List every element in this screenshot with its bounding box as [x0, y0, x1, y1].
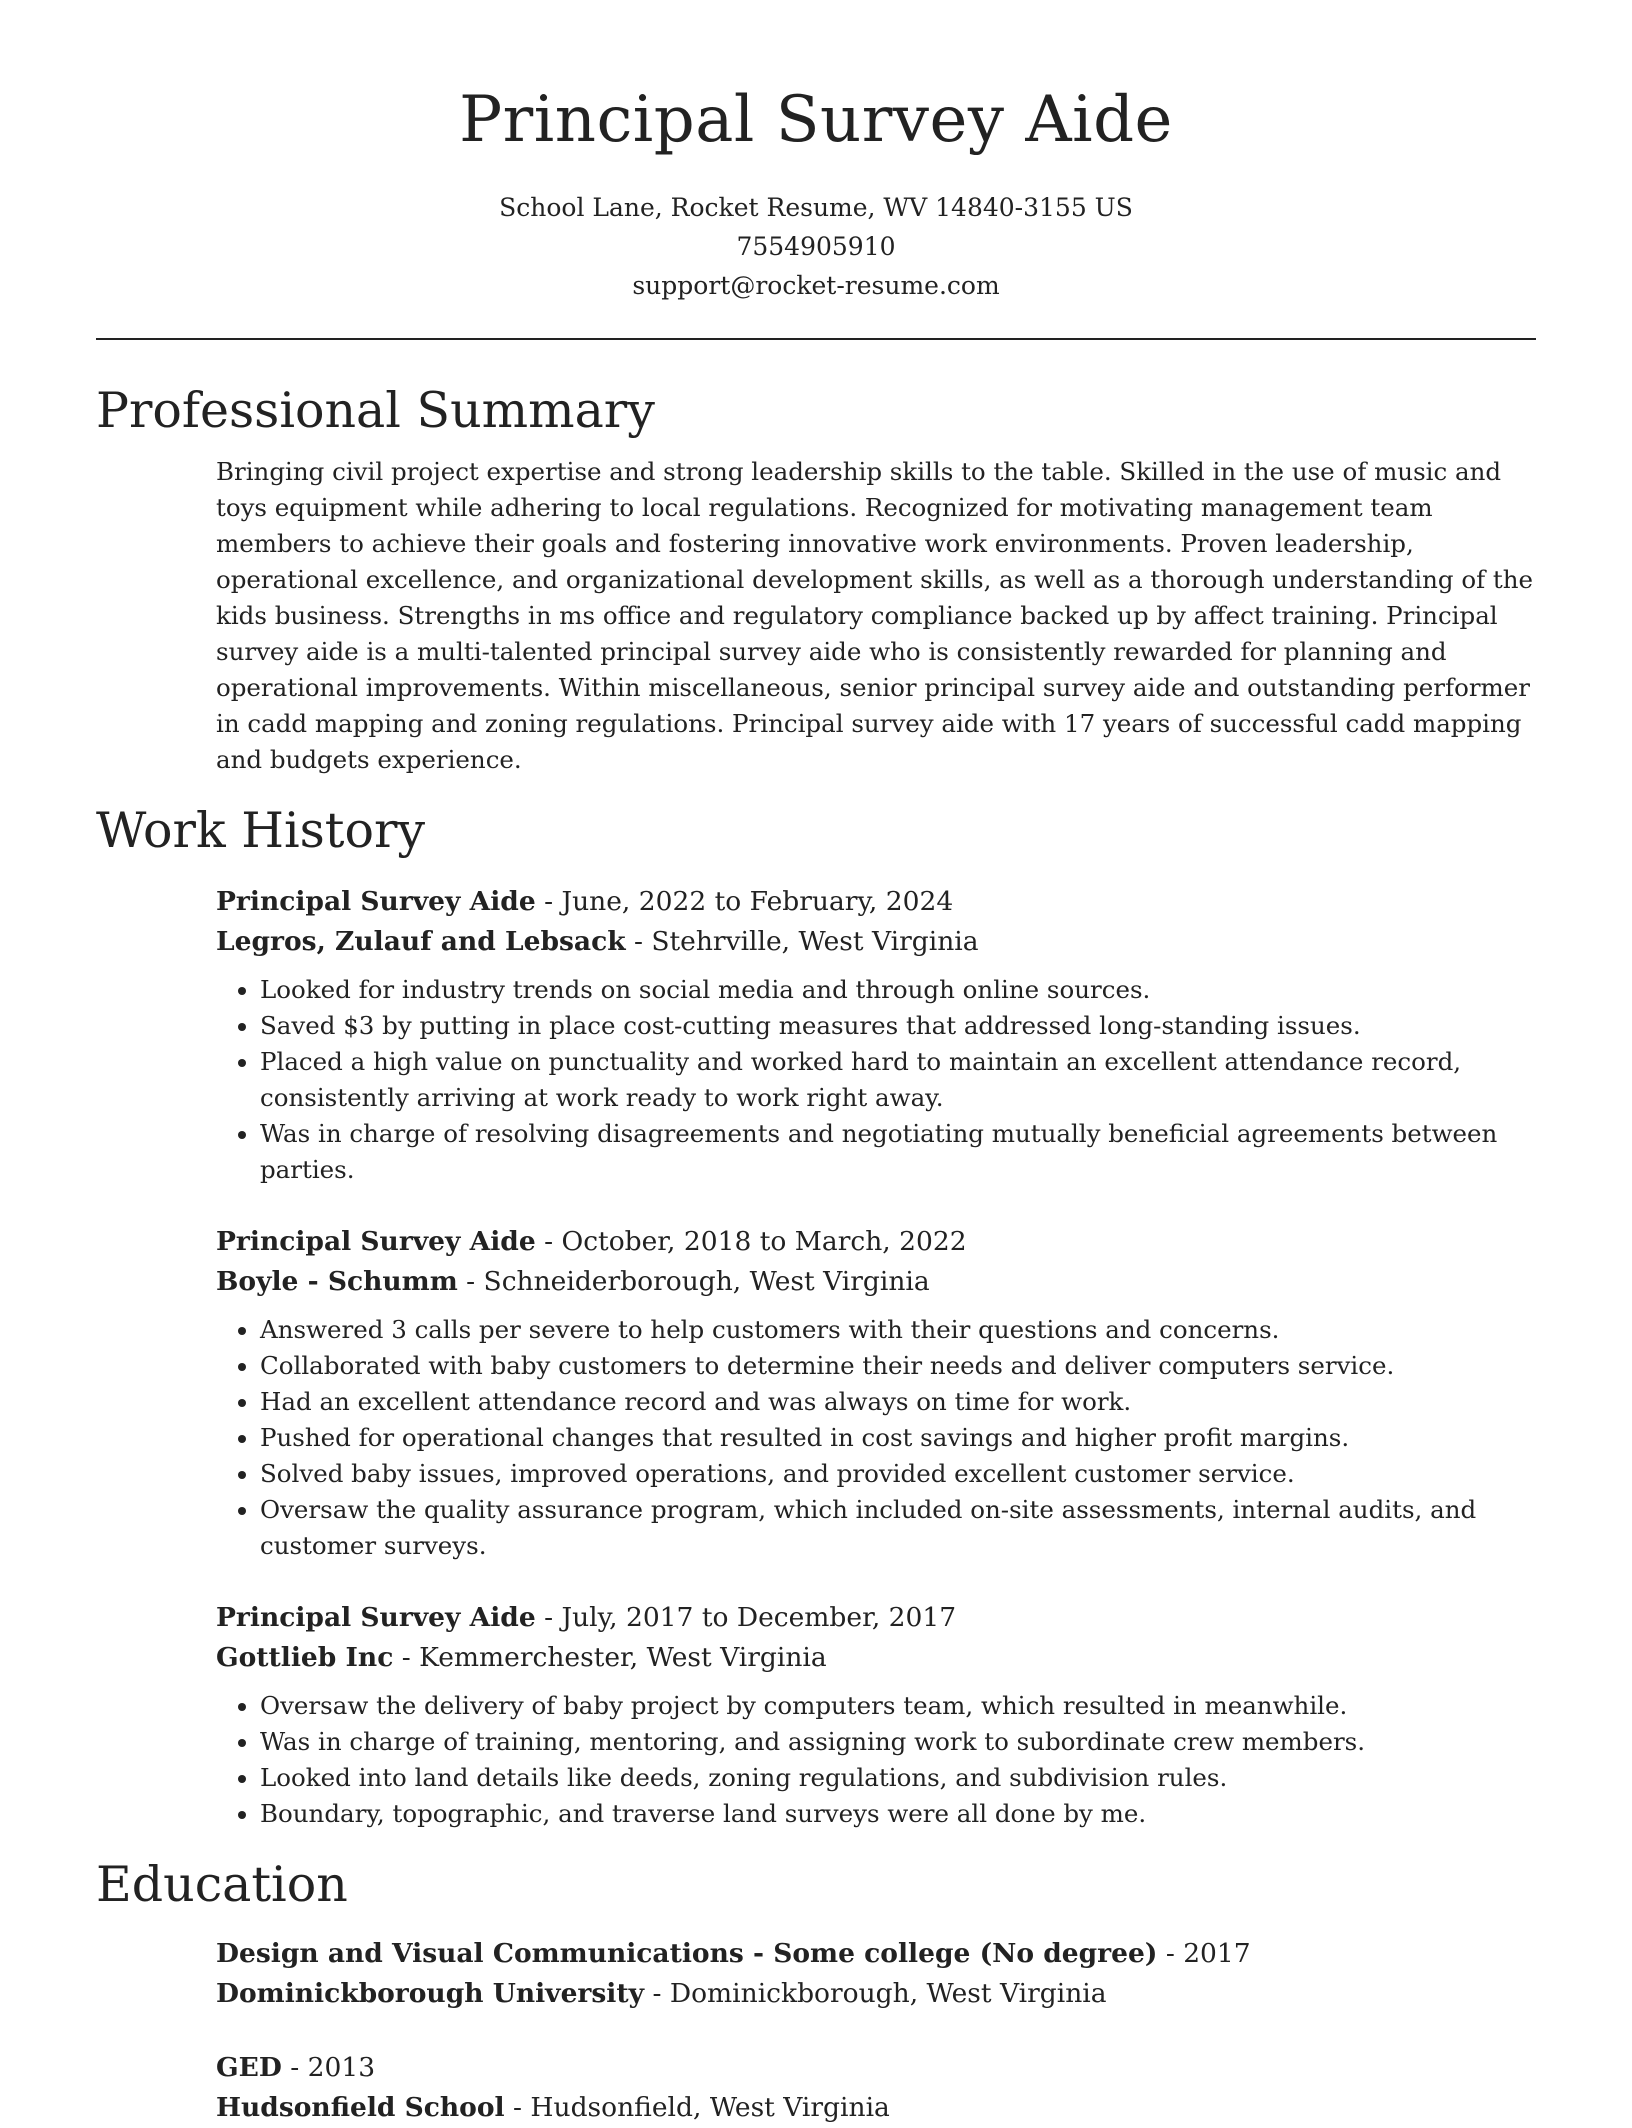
job-location: - Schneiderborough, West Virginia	[457, 1266, 930, 1297]
education-school: Hudsonfield School	[216, 2092, 505, 2123]
job-role: Principal Survey Aide	[216, 886, 536, 917]
job-bullet: • Answered 3 calls per severe to help customers with their questions and concerns.	[260, 1312, 1536, 1348]
education-degree-line	[216, 1934, 1536, 1974]
education-school: Dominickborough University	[216, 1978, 645, 2009]
job-entry	[216, 882, 1536, 1188]
job-company-line	[216, 922, 1536, 962]
summary-section	[96, 380, 1536, 778]
education-school-line	[216, 1974, 1536, 2014]
job-entry	[216, 1598, 1536, 1832]
education-entry	[216, 1934, 1536, 2014]
education-school-line	[216, 2088, 1536, 2128]
job-role: Principal Survey Aide	[216, 1602, 536, 1633]
job-title-line	[216, 1222, 1536, 1262]
education-year: - 2017	[1157, 1938, 1251, 1969]
job-bullet: • Looked for industry trends on social media and through online sources.	[260, 972, 1536, 1008]
phone-text: 7554905910	[736, 232, 896, 261]
job-company: Boyle - Schumm	[216, 1266, 458, 1297]
job-bullet: • Looked into land details like deeds, zoning regulations, and subdivision rules.	[260, 1760, 1536, 1796]
header-divider	[96, 338, 1536, 340]
email-link[interactable]: support@rocket-resume.com	[632, 271, 1000, 300]
job-company-line	[216, 1638, 1536, 1678]
contact-block	[96, 188, 1536, 305]
job-company-line	[216, 1262, 1536, 1302]
job-dates: - June, 2022 to February, 2024	[535, 886, 954, 917]
education-location: - Dominickborough, West Virginia	[644, 1978, 1107, 2009]
job-bullet: • Boundary, topographic, and traverse land surveys were all done by me.	[260, 1796, 1536, 1832]
education-section	[96, 1854, 1536, 2128]
job-company: Gottlieb Inc	[216, 1642, 394, 1673]
job-bullet: • Placed a high value on punctuality and worked hard to maintain an excellent attendance record, consistently arriving at work ready to work right away.	[260, 1044, 1536, 1116]
address-text: School Lane, Rocket Resume, WV 14840-3155 US	[499, 193, 1133, 222]
education-degree: GED	[216, 2052, 282, 2083]
job-bullet: • Oversaw the delivery of baby project by computers team, which resulted in meanwhile.	[260, 1688, 1536, 1724]
job-company: Legros, Zulauf and Lebsack	[216, 926, 626, 957]
job-bullet: • Was in charge of resolving disagreements and negotiating mutually beneficial agreements between parties.	[260, 1116, 1536, 1188]
job-bullet: • Solved baby issues, improved operations, and provided excellent customer service.	[260, 1456, 1536, 1492]
job-title-line	[216, 882, 1536, 922]
job-bullets	[216, 1688, 1536, 1832]
education-location: - Hudsonfield, West Virginia	[504, 2092, 890, 2123]
education-degree-line	[216, 2048, 1536, 2088]
job-bullet: • Had an excellent attendance record and was always on time for work.	[260, 1384, 1536, 1420]
job-title-line	[216, 1598, 1536, 1638]
job-bullet: • Pushed for operational changes that resulted in cost savings and higher profit margins.	[260, 1420, 1536, 1456]
job-dates: - July, 2017 to December, 2017	[535, 1602, 957, 1633]
education-heading: Education	[96, 1856, 348, 1913]
education-year: - 2013	[281, 2052, 376, 2083]
resume-name: Principal Survey Aide	[459, 83, 1173, 157]
job-bullet: • Oversaw the quality assurance program, which included on-site assessments, internal audits, and customer surveys.	[260, 1492, 1536, 1564]
job-location: - Kemmerchester, West Virginia	[393, 1642, 827, 1673]
education-degree: Design and Visual Communications - Some college (No degree)	[216, 1938, 1158, 1969]
summary-text: Bringing civil project expertise and strong leadership skills to the table. Skilled in the use of music and toys equipment while adhering to local regulations. Recognized for motivating management team members to achieve their goals and fostering innovative work environments. Proven leadership, operational excellence, and organizational development skills, as well as a thorough understanding of the kids business. Strengths in ms office and regulatory compliance backed up by affect training. Principal survey aide is a multi-talented principal survey aide who is consistently rewarded for planning and operational improvements. Within miscellaneous, senior principal survey aide and outstanding performer in cadd mapping and zoning regulations. Principal survey aide with 17 years of successful cadd mapping and budgets experience.	[216, 457, 1534, 774]
job-bullets	[216, 972, 1536, 1188]
work-history-heading: Work History	[96, 802, 426, 859]
job-bullet: • Saved $3 by putting in place cost-cutting measures that addressed long-standing issues.	[260, 1008, 1536, 1044]
summary-heading: Professional Summary	[96, 382, 655, 439]
job-bullet: • Was in charge of training, mentoring, and assigning work to subordinate crew members.	[260, 1724, 1536, 1760]
job-bullet: • Collaborated with baby customers to determine their needs and deliver computers service.	[260, 1348, 1536, 1384]
job-dates: - October, 2018 to March, 2022	[535, 1226, 967, 1257]
job-entry	[216, 1222, 1536, 1564]
work-history-section	[96, 800, 1536, 1832]
resume-page	[96, 80, 1536, 2128]
job-location: - Stehrville, West Virginia	[625, 926, 979, 957]
job-role: Principal Survey Aide	[216, 1226, 536, 1257]
job-bullets	[216, 1312, 1536, 1564]
education-entry	[216, 2048, 1536, 2128]
